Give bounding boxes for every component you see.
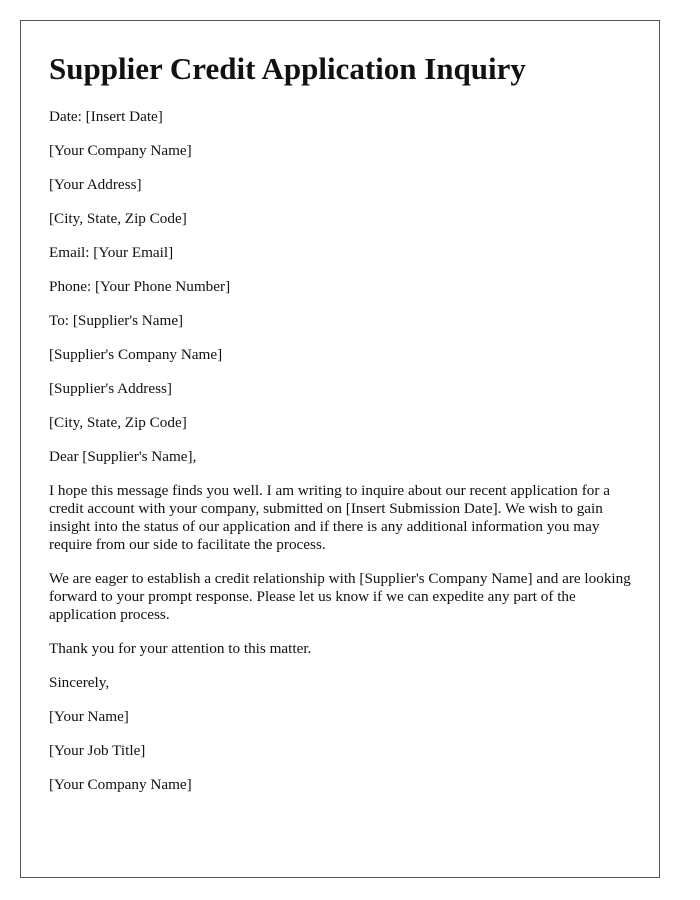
thanks-line: Thank you for your attention to this matter. (49, 640, 312, 657)
sender-city-state-zip: [City, State, Zip Code] (49, 210, 187, 227)
salutation: Dear [Supplier's Name], (49, 448, 197, 465)
closing: Sincerely, (49, 674, 110, 691)
signature-company: [Your Company Name] (49, 776, 192, 793)
signature-job-title: [Your Job Title] (49, 742, 146, 759)
recipient-city-state-zip: [City, State, Zip Code] (49, 414, 187, 431)
sender-address: [Your Address] (49, 176, 142, 193)
body-paragraph-1: I hope this message finds you well. I am writing to inquire about our recent application for a credit account with your company, submitted on [Insert Submission Date]. We wish to gain insight into the status of our application and if there is any additional information you may require from our side to facilitate the process. (49, 482, 610, 553)
letter-page (20, 20, 660, 878)
sender-company: [Your Company Name] (49, 142, 192, 159)
recipient-address: [Supplier's Address] (49, 380, 172, 397)
body-paragraph-2: We are eager to establish a credit relationship with [Supplier's Company Name] and are looking forward to your prompt response. Please let us know if we can expedite any part of the application process. (49, 570, 631, 623)
recipient-company: [Supplier's Company Name] (49, 346, 223, 363)
signature-name: [Your Name] (49, 708, 129, 725)
recipient-to: To: [Supplier's Name] (49, 312, 184, 329)
sender-date: Date: [Insert Date] (49, 108, 163, 125)
sender-email: Email: [Your Email] (49, 244, 174, 261)
letter-title: Supplier Credit Application Inquiry (49, 51, 526, 86)
sender-phone: Phone: [Your Phone Number] (49, 278, 231, 295)
